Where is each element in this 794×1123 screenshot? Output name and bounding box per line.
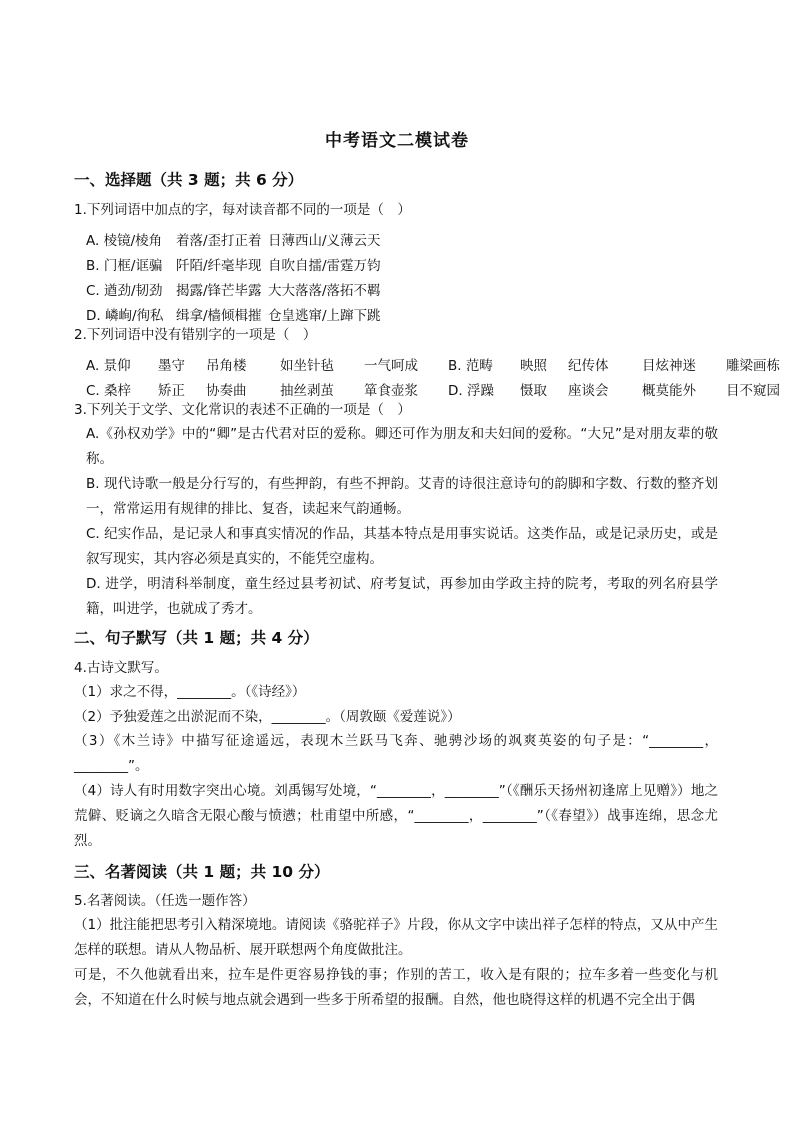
q2-a-1: A. 景仰 [86,358,131,374]
q2-row-cd [86,379,794,399]
q1-a-2: 着落/歪打正着 [176,233,262,249]
q2-a-5: 一气呵成 [364,358,418,374]
section-heading-dictation: 二、句子默写（共 1 题；共 4 分） [74,629,319,647]
q1-a-3: 日薄西山/义薄云天 [268,233,381,249]
page-title: 中考语文二模试卷 [325,131,469,151]
q1-b-2: 阡陌/纤毫毕现 [176,258,262,274]
q4-part-1: （1）求之不得，________。（《诗经》） [74,684,306,700]
section-heading-reading: 三、名著阅读（共 1 题；共 10 分） [74,863,330,881]
q3-option-d: D. 进学，明清科举制度，童生经过县考初试、府考复试，再参加由学政主持的院考，考取的列名府县学籍，叫进学，也就成了秀才。 [86,576,718,617]
q2-b-4: 目炫神迷 [642,358,696,374]
q2-b-3: 纪传体 [568,358,609,374]
q1-a-1: A. 棱镜/棱角 [86,233,163,249]
q3-stem: 3.下列关于文学、文化常识的表述不正确的一项是（ ） [74,402,411,418]
q3-option-a: A.《孙权劝学》中的“卿”是古代君对臣的爱称。卿还可作为朋友和夫妇间的爱称。“大兄”是对朋友辈的敬称。 [86,426,718,467]
q1-d-1: D. 嶙峋/徇私 [86,308,164,324]
q4-part-4: （4）诗人有时用数字突出心境。刘禹锡写处境，“________，________”（《酬乐天扬州初逢席上见赠》）地之荒僻、贬谪之久暗含无限心酸与愤懑；杜甫望中所感，“________，________”（《春望》）战事连绵，思念尤烈。 [74,783,718,849]
q3-option-b: B. 现代诗歌一般是分行写的，有些押韵，有些不押韵。艾青的诗很注意诗句的韵脚和字数、行数的整齐划一，常常运用有规律的排比、复沓，读起来气韵通畅。 [86,476,718,517]
q1-d-2: 缉拿/樯倾楫摧 [176,308,262,324]
q1-c-1: C. 遒劲/韧劲 [86,283,163,299]
q1-d-3: 仓皇逃窜/上蹿下跳 [268,308,381,324]
q2-d-3: 座谈会 [568,383,609,399]
q5-passage: 可是，不久他就看出来，拉车是件更容易挣钱的事；作别的苦工，收入是有限的；拉车多着一些变化与机会，不知道在什么时候与地点就会遇到一些多于所希望的报酬。自然，他也晓得这样的机遇不完全出于偶 [74,967,718,1008]
q4-part-3: （3）《木兰诗》中描写征途遥远，表现木兰跃马飞奔、驰骋沙场的飒爽英姿的句子是：“________，________”。 [74,733,718,774]
q1-c-3: 大大落落/落拓不羁 [268,283,381,299]
q1-option-d [86,304,381,324]
q1-c-2: 揭露/锋芒毕露 [176,283,262,299]
q2-c-2: 矫正 [158,383,185,399]
q2-c-3: 协奏曲 [206,383,247,399]
q1-option-a [86,229,381,249]
q2-stem: 2.下列词语中没有错别字的一项是（ ） [74,327,317,343]
q1-option-b [86,254,381,274]
section-heading-choice: 一、选择题（共 3 题；共 6 分） [74,171,304,189]
q2-d-4: 概莫能外 [642,383,696,399]
q2-c-1: C. 桑梓 [86,383,132,399]
q1-stem: 1.下列词语中加点的字，每对读音都不同的一项是（ ） [74,202,411,218]
q2-b-1: B. 范畴 [448,358,493,374]
q4-part-2: （2）予独爱莲之出淤泥而不染，________。（周敦颐《爱莲说》） [74,709,461,725]
q4-stem: 4.古诗文默写。 [74,660,168,676]
q2-d-1: D. 浮躁 [448,383,494,399]
q2-a-2: 墨守 [158,358,185,374]
q5-stem: 5.名著阅读。（任选一题作答） [74,893,256,909]
q2-b-5: 雕梁画栋 [726,358,780,374]
q2-c-4: 抽丝剥茧 [280,383,334,399]
q2-b-2: 映照 [520,358,547,374]
q2-a-3: 吊角楼 [206,358,247,374]
q2-d-5: 目不窥园 [726,383,780,399]
q5-part-1: （1）批注能把思考引入精深境地。请阅读《骆驼祥子》片段，你从文字中读出祥子怎样的特点，又从中产生怎样的联想。请从人物品析、展开联想两个角度做批注。 [74,917,718,958]
q1-b-3: 自吹自擂/雷霆万钧 [268,258,381,274]
q1-option-c [86,279,381,299]
q2-a-4: 如坐针毡 [280,358,334,374]
q2-c-5: 箪食壶浆 [364,383,418,399]
q1-b-1: B. 门框/诓骗 [86,258,163,274]
q2-row-ab [86,354,794,374]
q2-d-2: 慑取 [520,383,547,399]
q3-option-c: C. 纪实作品，是记录人和事真实情况的作品，其基本特点是用事实说话。这类作品，或是记录历史，或是叙写现实，其内容必须是真实的，不能凭空虚构。 [86,526,718,567]
